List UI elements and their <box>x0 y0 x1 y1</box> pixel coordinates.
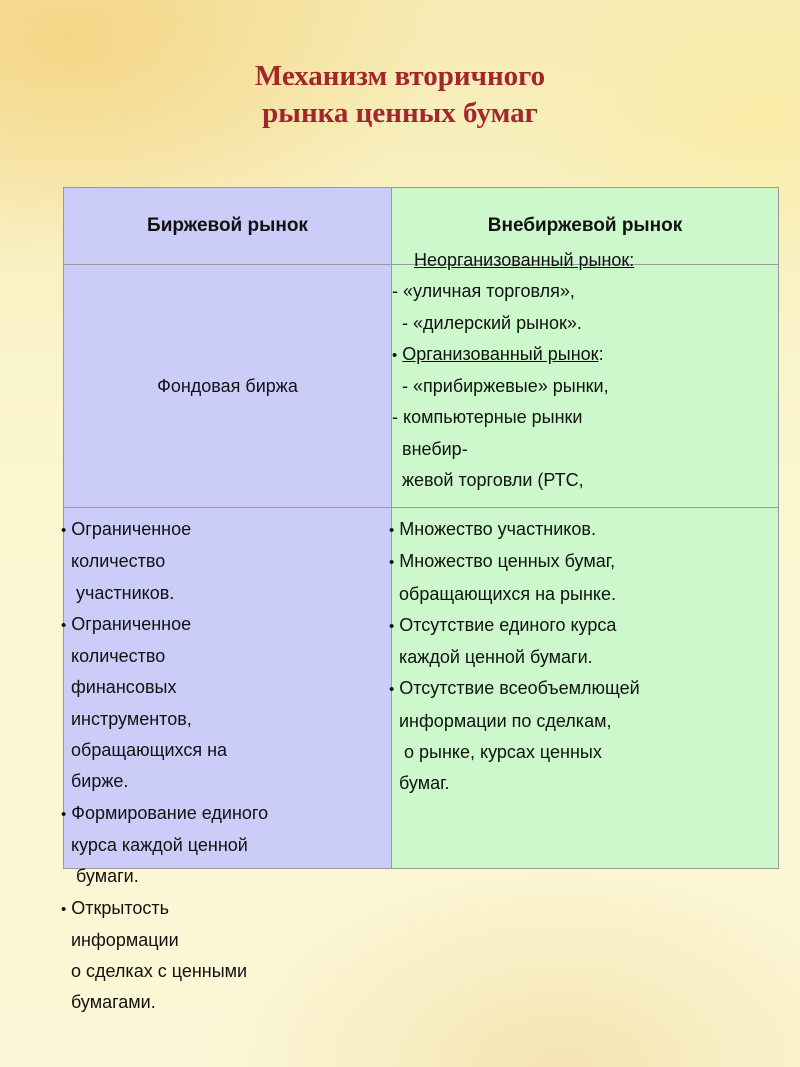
otc-line-street-trading: - «уличная торговля», <box>392 281 575 302</box>
otc-line-computer-markets-3: жевой торговли (РТС, <box>392 470 584 491</box>
exchange-feature-item: • Открытость <box>61 893 268 925</box>
exchange-feature-line: обращающихся на <box>61 740 228 761</box>
exchange-feature-item: • Ограниченное <box>61 609 268 641</box>
header-otc-market-label: Внебиржевой рынок <box>487 215 683 236</box>
otc-feature-line: каждой ценной бумаги. <box>389 647 593 668</box>
exchange-features-list <box>61 514 268 1019</box>
exchange-feature-line: о сделках с ценными <box>61 961 248 982</box>
otc-feature-item: • Множество ценных бумаг, <box>389 546 640 578</box>
otc-feature-item: • Отсутствие единого курса <box>389 610 640 642</box>
slide-title-line-2: рынка ценных бумаг <box>262 97 538 129</box>
otc-line-computer-markets: - компьютерные рынки <box>392 407 583 428</box>
cell-otc-market-types <box>391 250 779 508</box>
unorganized-market-label: Неорганизованный рынок: <box>414 250 635 270</box>
exchange-feature-line: информации <box>61 929 179 950</box>
otc-line-dealer-market: - «дилерский рынок». <box>392 312 582 333</box>
header-exchange-market-label: Биржевой рынок <box>147 215 308 236</box>
exchange-feature-item: • Формирование единого <box>61 798 268 830</box>
header-exchange-market <box>63 187 392 265</box>
exchange-feature-line: количество <box>61 646 166 667</box>
otc-line-near-exchange: - «прибиржевые» рынки, <box>392 376 609 397</box>
exchange-feature-line: финансовых <box>61 677 177 698</box>
cell-exchange-stock-exchange <box>63 264 392 508</box>
otc-feature-line: обращающихся на рынке. <box>389 583 617 604</box>
exchange-feature-line: количество <box>61 551 166 572</box>
otc-feature-line: бумаг. <box>389 773 450 794</box>
otc-line-computer-markets-2: внебир- <box>392 438 468 459</box>
exchange-feature-line: курса каждой ценной <box>61 834 248 855</box>
exchange-feature-line: бумаги. <box>61 866 139 887</box>
otc-feature-line: информации по сделкам, <box>389 710 612 731</box>
exchange-feature-item: • Ограниченное <box>61 514 268 546</box>
exchange-feature-line: бумагами. <box>61 992 156 1013</box>
organized-market-item: • Организованный рынок: <box>392 339 634 371</box>
exchange-feature-line: инструментов, <box>61 708 192 729</box>
slide-title <box>0 58 800 132</box>
slide-title-line-1: Механизм вторичного <box>254 60 546 92</box>
otc-feature-line: о рынке, курсах ценных <box>389 742 602 763</box>
otc-feature-item: • Отсутствие всеобъемлющей <box>389 673 640 705</box>
exchange-feature-line: бирже. <box>61 771 129 792</box>
otc-feature-item: • Множество участников. <box>389 514 640 546</box>
stock-exchange-text: Фондовая биржа <box>157 376 298 396</box>
organized-market-label: Организованный рынок <box>402 343 599 364</box>
exchange-feature-line: участников. <box>61 582 175 603</box>
otc-features-list <box>389 514 640 800</box>
